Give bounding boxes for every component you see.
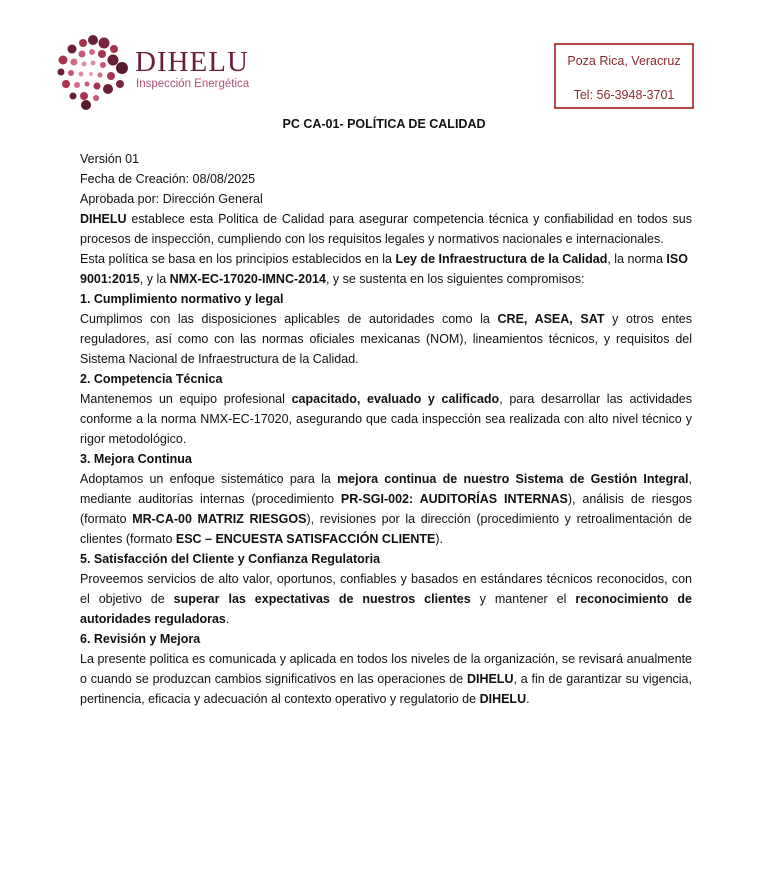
document-created-date: Fecha de Creación: 08/08/2025 [80,172,256,186]
section-body-3: Adoptamos un enfoque sistemático para la mejora continua de nuestro Sistema de Gestión Integral, mediante auditorías internas (procedimiento PR-SGI-002: AUDITORÍAS INTERNAS), análisis de riesgos (formato MR-CA-00 MATRIZ RIESGOS), revisiones por la dirección (procedimiento y retroalimentación de clientes (formato ESC – ENCUESTA SATISFACCIÓN CLIENTE). [80,472,692,546]
company-logo [56,34,256,110]
document-body [80,149,692,709]
section-heading-2: 2. Competencia Técnica [80,372,223,386]
brand-tagline: Inspección Energética [136,78,250,90]
logo-dots-icon [56,34,132,110]
contact-box [554,43,694,109]
document-title: PC CA-01- POLÍTICA DE CALIDAD [282,117,486,131]
intro-paragraph-2: Esta política se basa en los principios establecidos en la Ley de Infraestructura de la Calidad, la norma ISO 9001:2015, y la NMX-EC-17020-IMNC-2014, y se sustenta en los siguientes compromisos: [80,252,688,286]
section-body-5: Proveemos servicios de alto valor, oportunos, confiables y basados en estándares técnicos reconocidos, con el objetivo de superar las expectativas de nuestros clientes y mantener el reconocimiento de autoridades reguladoras. [80,572,693,626]
document-metadata [80,149,692,209]
section-heading-6: 6. Revisión y Mejora [80,632,201,646]
document-version: Versión 01 [80,152,140,166]
document-approved-by: Aprobada por: Dirección General [80,192,263,206]
section-body-1: Cumplimos con las disposiciones aplicables de autoridades como la CRE, ASEA, SAT y otros entes reguladores, así como con las normas oficiales mexicanas (NOM), lineamientos técnicos, y requisitos del Sistema Nacional de Infraestructura de la Calidad. [80,312,693,366]
section-body-6: La presente politica es comunicada y aplicada en todos los niveles de la organización, se revisará anualmente o cuando se produzcan cambios significativos en las operaciones de DIHELU, a fin de garantizar su vigencia, pertinencia, eficacia y adecuación al contexto operativo y regulatorio de DIHELU. [80,652,692,706]
section-body-2: Mantenemos un equipo profesional capacitado, evaluado y calificado, para desarrollar las actividades conforme a la norma NMX-EC-17020, asegurando que cada inspección sea realizada con alto nivel técnico y rigor metodológico. [80,392,692,446]
section-heading-1: 1. Cumplimiento normativo y legal [80,292,284,306]
intro-paragraph-1: DIHELU establece esta Politica de Calidad para asegurar competencia técnica y confiabilidad en todos sus procesos de inspección, cumpliendo con los requisitos legales y normativos nacionales e internacionales. [80,212,692,246]
intro-company: DIHELU [80,212,127,226]
section-heading-5: 5. Satisfacción del Cliente y Confianza Regulatoria [80,552,381,566]
section-heading-3: 3. Mejora Continua [80,452,192,466]
contact-city: Poza Rica, Veracruz [567,54,681,68]
brand-name: DIHELU [135,46,249,78]
contact-phone: Tel: 56-3948-3701 [573,88,675,102]
